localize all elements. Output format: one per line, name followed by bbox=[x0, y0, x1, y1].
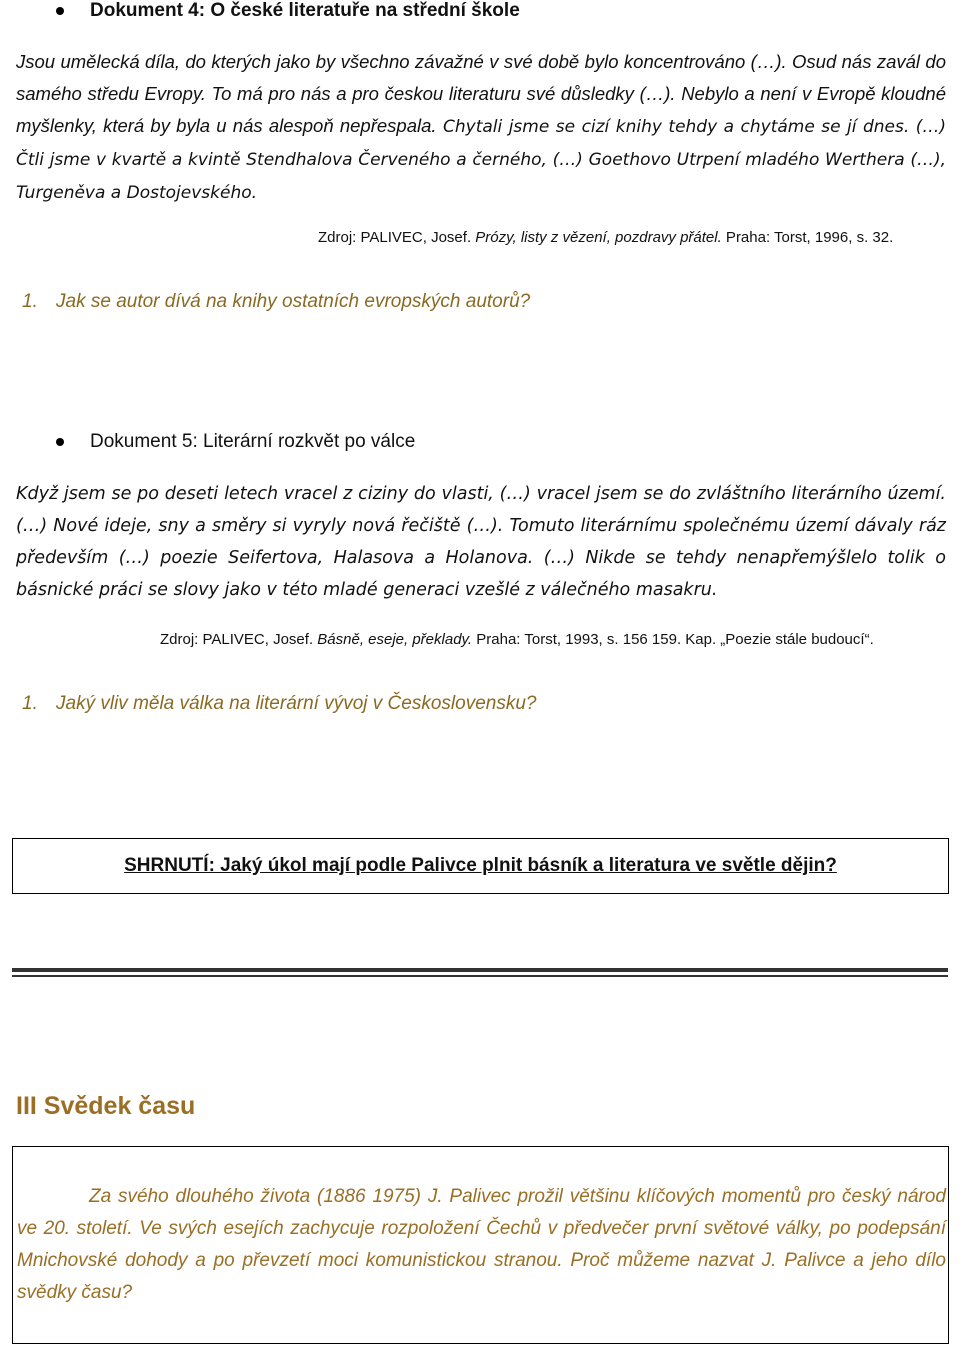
summary-box bbox=[12, 838, 949, 894]
doc4-heading-row bbox=[56, 0, 520, 22]
bullet-icon bbox=[56, 7, 64, 15]
doc4-text-part1: Jsou umělecká díla, do kterých jako by všechno závažné v své době bylo koncentrováno (…). Osud nás zavál do samého středu Evropy. To má pro nás a pro českou literaturu své důsledky (…). Nebylo a není v Evropě kloudné myšlenky, která by byla u nás alespoň nepřespala. bbox=[16, 51, 946, 136]
doc4-text-part2: Chytali jsme se cizí knihy tehdy a chytáme se jí dnes. (…) Čtli jsme v kvartě a kvintě Stendhalova Červeného a černého, (…) Goethovo Utrpení mladého Werthera (…), Turgeněva a Dostojevského. bbox=[16, 117, 946, 203]
doc4-heading: Dokument 4: O české literatuře na střední škole bbox=[90, 0, 520, 21]
doc5-text: Když jsem se po deseti letech vracel z ciziny do vlasti, (…) vracel jsem se do zvláštního literárního území. (…) Nové ideje, sny a směry si vyryly nová řečiště (…). Tomuto literárnímu společnému území dávaly ráz především (…) poezie Seifertova, Halasova a Holanova. (…) Nikde se tehdy nenapřemýšlelo tolik o básnické práci se slovy jako v této mladé generaci vzešlé z válečného masakru. bbox=[16, 484, 946, 600]
doc4-question: 1. Jak se autor dívá na knihy ostatních evropských autorů? bbox=[22, 291, 531, 312]
section3-box bbox=[12, 1146, 949, 1344]
section-title: III Svědek času bbox=[16, 1092, 196, 1120]
divider-thin bbox=[12, 975, 948, 977]
doc5-heading-row bbox=[56, 431, 415, 453]
doc4-source: Zdroj: PALIVEC, Josef. Prózy, listy z vězení, pozdravy přátel. Praha: Torst, 1996, s. 32. bbox=[318, 229, 894, 246]
doc5-source: Zdroj: PALIVEC, Josef. Básně, eseje, překlady. Praha: Torst, 1993, s. 156 159. Kap. „Poezie stále budoucí“. bbox=[160, 631, 874, 648]
doc5-heading: Dokument 5: Literární rozkvět po válce bbox=[90, 431, 416, 452]
section3-text: Za svého dlouhého života (1886 1975) J. Palivec prožil většinu klíčových momentů pro český národ ve 20. století. Ve svých esejích zachycuje rozpoložení Čechů v předvečer první světové války, po podepsání Mnichovské dohody a po převzetí moci komunistickou stranou. Proč můžeme nazvat J. Palivce a jeho dílo svědky času? bbox=[17, 1186, 946, 1303]
doc5-question: 1. Jaký vliv měla válka na literární vývoj v Československu? bbox=[22, 693, 537, 714]
doc4-text bbox=[16, 46, 946, 209]
bullet-icon bbox=[56, 438, 64, 446]
divider-thick bbox=[12, 968, 948, 972]
summary-text: SHRNUTÍ: Jaký úkol mají podle Palivce plnit básník a literatura ve světle dějin? bbox=[124, 855, 837, 876]
